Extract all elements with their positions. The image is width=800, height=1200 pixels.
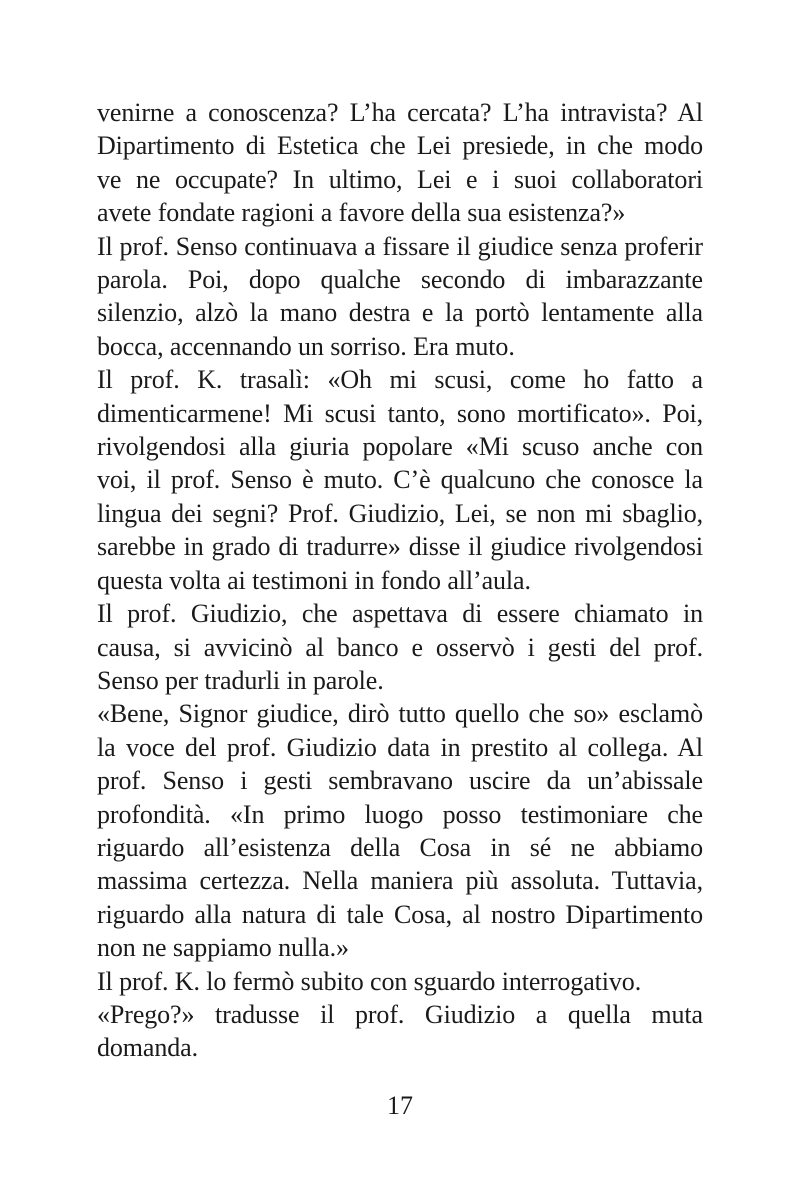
text-line: Il prof. K. trasalì: «Oh mi scusi, come ho fatto a xyxy=(97,365,703,395)
paragraph xyxy=(97,96,703,230)
text-line: riguardo all’esistenza della Cosa in sé ne abbiamo xyxy=(97,832,703,862)
text-line: «Bene, Signor giudice, dirò tutto quello che so» esclamò xyxy=(97,699,703,729)
text-line: dimenticarmene! Mi scusi tanto, sono mortificato». Poi, xyxy=(97,398,703,428)
paragraph xyxy=(97,597,703,697)
text-block xyxy=(97,96,703,1065)
text-line: Il prof. Senso continuava a fissare il giudice senza proferir xyxy=(97,231,703,261)
text-line: Dipartimento di Estetica che Lei presiede, in che modo xyxy=(97,131,703,161)
text-line: la voce del prof. Giudizio data in prestito al collega. Al xyxy=(97,732,703,762)
text-line: causa, si avvicinò al banco e osservò i gesti del prof. xyxy=(97,632,703,662)
text-line: sarebbe in grado di tradurre» disse il giudice rivolgendosi xyxy=(97,532,703,562)
text-line: rivolgendosi alla giuria popolare «Mi scuso anche con xyxy=(97,432,703,462)
text-line: Senso per tradurli in parole. xyxy=(97,665,384,695)
text-line: venirne a conoscenza? L’ha cercata? L’ha intravista? Al xyxy=(97,98,703,127)
text-line: ve ne occupate? In ultimo, Lei e i suoi collaboratori xyxy=(97,164,703,194)
text-line: «Prego?» tradusse il prof. Giudizio a quella muta xyxy=(97,999,703,1029)
text-line: domanda. xyxy=(97,1033,199,1063)
text-line: bocca, accennando un sorriso. Era muto. xyxy=(97,331,515,361)
text-line: Il prof. K. lo fermò subito con sguardo interrogativo. xyxy=(97,966,642,996)
paragraph xyxy=(97,697,703,964)
page-number: 17 xyxy=(387,1090,413,1120)
text-line: silenzio, alzò la mano destra e la portò lentamente alla xyxy=(97,298,703,328)
paragraph xyxy=(97,998,703,1065)
text-line: profondità. «In primo luogo posso testimoniare che xyxy=(97,799,703,829)
text-line: non ne sappiamo nulla.» xyxy=(97,933,349,963)
paragraph xyxy=(97,363,703,597)
text-line: questa volta ai testimoni in fondo all’aula. xyxy=(97,565,531,595)
paragraph xyxy=(97,230,703,364)
text-line: voi, il prof. Senso è muto. C’è qualcuno che conosce la xyxy=(97,465,703,495)
text-line: prof. Senso i gesti sembravano uscire da un’abissale xyxy=(97,766,703,796)
text-line: parola. Poi, dopo qualche secondo di imbarazzante xyxy=(97,265,703,295)
paragraph xyxy=(97,965,703,998)
text-line: lingua dei segni? Prof. Giudizio, Lei, se non mi sbaglio, xyxy=(97,498,703,528)
text-line: Il prof. Giudizio, che aspettava di essere chiamato in xyxy=(97,599,703,629)
text-line: riguardo alla natura di tale Cosa, al nostro Dipartimento xyxy=(97,899,703,929)
text-line: massima certezza. Nella maniera più assoluta. Tuttavia, xyxy=(97,866,703,896)
text-line: avete fondate ragioni a favore della sua esistenza?» xyxy=(97,198,626,228)
